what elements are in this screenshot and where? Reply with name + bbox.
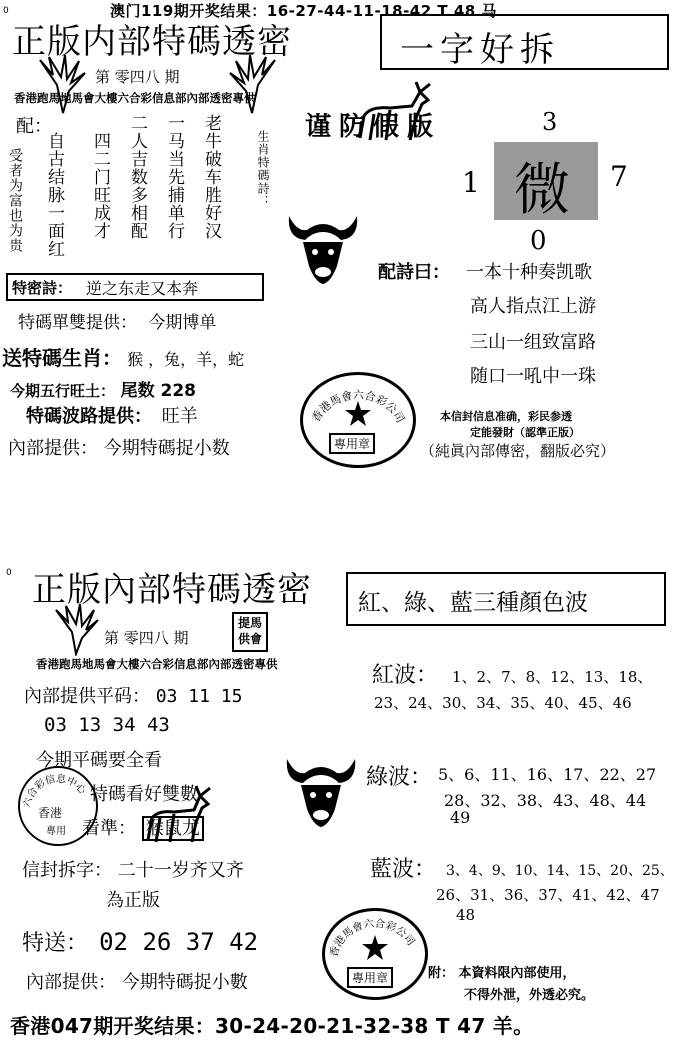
poem-line-3: 三山一组致富路 xyxy=(470,332,596,353)
star-icon xyxy=(345,401,371,427)
top-org-line: 香港跑馬地馬會大樓六合彩信息部內部透密專供 xyxy=(14,91,256,105)
five-elements-value: 尾数 228 xyxy=(120,381,196,401)
pingma-row xyxy=(24,682,242,708)
bottom-note-row xyxy=(428,962,576,981)
pingma-line1: 03 11 15 xyxy=(155,686,243,707)
poem-col-4: 四二门旺成才 xyxy=(90,132,110,240)
top-note-1: 本信封信息准确，彩民参透 xyxy=(440,410,572,423)
poem-line-4: 随口一吼中一珠 xyxy=(470,366,596,387)
num-left: 1 xyxy=(462,166,480,199)
green-wave-line-3: 49 xyxy=(450,808,471,827)
bottom-internal-label: 內部提供： xyxy=(26,972,116,993)
stamp-arc-text: 香港馬會六合彩公司 xyxy=(309,388,408,426)
zodiac-value: 猴 ，兔，羊，蛇 xyxy=(127,350,245,369)
bottom-badge-text: 提馬供會 xyxy=(237,616,262,646)
pei-label: 配： xyxy=(16,116,52,137)
look-3-value: 猴鼠龙 xyxy=(142,816,204,841)
top-issue: 第 零四八 期 xyxy=(95,68,180,86)
top-internal-row xyxy=(8,434,230,460)
wave-label: 特碼波路提供： xyxy=(26,406,152,427)
five-elements-label: 今期五行旺土： xyxy=(10,382,116,400)
zodiac-row xyxy=(2,342,244,371)
wave-row xyxy=(26,402,198,428)
pingma-line2: 03 13 34 43 xyxy=(44,714,170,736)
single-double-value: 今期博单 xyxy=(148,313,217,333)
bottom-internal-value: 今期特碼捉小數 xyxy=(121,972,248,993)
green-wave-line-2: 28、32、38、43、48、44 xyxy=(444,791,647,810)
anti-fake: 谨防假版 xyxy=(305,112,442,142)
red-wave-line-1: 1、2、7、8、12、13、18、 xyxy=(452,668,653,686)
big-char: 微 xyxy=(514,158,570,223)
five-elements-row xyxy=(10,376,196,401)
poem-col-1: 老牛破车胜好汉 xyxy=(201,114,221,240)
bottom-note-2: 不得外泄，外透必究。 xyxy=(464,988,595,1003)
bottom-star-icon xyxy=(362,935,388,961)
top-internal-value: 今期特碼捉小数 xyxy=(103,438,230,459)
bottom-note-label: 附： xyxy=(428,966,455,981)
stamp2-arc-text: 六合彩信息中心 xyxy=(21,773,88,809)
top-corner-mark: 0 xyxy=(3,6,9,16)
top-note-3: （純眞內部傳密，翻版必究） xyxy=(420,442,616,460)
bottom-issue: 第 零四八 期 xyxy=(104,629,189,647)
big-char-box xyxy=(494,142,598,223)
red-wave-line-2: 23、24、30、34、35、40、45、46 xyxy=(374,694,632,712)
stamp-label: 專用章 xyxy=(329,433,375,454)
blue-wave-line-1: 3、4、9、10、14、15、20、25、 xyxy=(446,863,674,879)
bottom-internal-row xyxy=(26,968,248,994)
special-value: 02 26 37 42 xyxy=(99,928,259,956)
envelope-label: 信封拆字： xyxy=(22,860,112,881)
waves-title: 紅、綠、藍三種顏色波 xyxy=(358,590,588,616)
deer-icon-bottom xyxy=(140,780,220,850)
macau-result-banner: 澳门119期开奖结果：16-27-44-11-18-42 T 48 马 xyxy=(110,2,497,20)
bottom-corner-mark: 0 xyxy=(6,568,12,578)
green-wave-label: 綠波： xyxy=(366,765,433,790)
look-1: 今期平碼要全看 xyxy=(36,750,162,771)
bottom-wing-logo-icon xyxy=(52,604,102,656)
right-title: 一字好拆 xyxy=(400,30,560,70)
bottom-badge xyxy=(232,612,268,652)
blue-wave-label: 藍波： xyxy=(370,857,437,882)
ox-head-icon xyxy=(283,212,363,290)
envelope-value: 二十一岁齐又齐 xyxy=(117,860,244,881)
footer-result: 香港047期开奖结果：30-24-20-21-32-38 T 47 羊。 xyxy=(10,1014,534,1038)
bottom-stamp xyxy=(322,908,428,1000)
bottom-org-line: 香港跑馬地馬會大樓六合彩信息部內部透密專供 xyxy=(36,657,278,671)
bottom-left-stamp xyxy=(18,766,98,846)
red-wave-label: 紅波： xyxy=(372,663,439,688)
pingma-label: 內部提供平码： xyxy=(24,686,150,707)
waves-title-box xyxy=(346,572,666,626)
bottom-title: 正版內部特碼透密 xyxy=(32,570,312,610)
stamp2-label: 香港 xyxy=(38,806,63,820)
poem-line-1: 一本十种奏凯歌 xyxy=(466,262,592,283)
bottom-note-1: 本資料限內部使用， xyxy=(458,966,576,981)
side-label: 生肖特碼詩： xyxy=(256,130,270,208)
green-wave-line-1: 5、6、11、16、17、22、27 xyxy=(438,765,657,784)
look-3-label: 看準： xyxy=(82,818,136,839)
bottom-stamp-arc-text: 香港馬會六合彩公司 xyxy=(328,917,417,959)
right-title-box xyxy=(380,14,669,70)
envelope-value-2: 為正版 xyxy=(106,890,160,911)
special-row xyxy=(22,926,258,957)
secret-poem-text: 逆之东走又本奔 xyxy=(86,279,199,298)
single-double-row xyxy=(18,308,216,333)
ox-head-icon-bottom xyxy=(280,755,362,833)
blue-wave-line-3: 48 xyxy=(456,906,476,924)
poem-line-2: 高人指点江上游 xyxy=(470,296,596,317)
top-stamp xyxy=(300,372,416,468)
poem-label: 配詩曰： xyxy=(378,262,450,283)
secret-poem-label: 特密詩： xyxy=(12,279,73,297)
look-2: 特碼看好雙數 xyxy=(90,784,198,805)
single-double-label: 特碼單雙提供： xyxy=(18,313,137,333)
stamp2-sub: 專用 xyxy=(46,826,66,837)
wave-value: 旺羊 xyxy=(161,406,198,427)
blue-wave-line-2: 26、31、36、37、41、42、47 xyxy=(436,886,660,904)
secret-poem-box xyxy=(6,273,264,301)
num-below: 0 xyxy=(530,226,547,256)
anti-fake-num: 3 xyxy=(542,108,558,136)
poem-col-2: 一马当先捕单行 xyxy=(164,114,184,240)
top-note-2: 定能發財（認準正版） xyxy=(470,426,580,439)
wing-logo-right-icon xyxy=(225,55,280,115)
poem-col-5: 自古结脉一面红 xyxy=(44,132,64,258)
poem-col-3: 二人吉数多相配 xyxy=(127,114,147,240)
bottom-stamp-label: 專用章 xyxy=(347,967,393,988)
special-label: 特送： xyxy=(22,931,89,956)
top-internal-label: 內部提供： xyxy=(8,438,98,459)
envelope-row xyxy=(22,856,244,882)
wing-logo-left-icon xyxy=(35,55,90,115)
poem-col-left: 受者为富也为贵 xyxy=(7,148,23,253)
zodiac-label: 送特碼生肖： xyxy=(2,346,122,370)
top-title: 正版内部特碼透密 xyxy=(12,22,292,62)
num-right: 7 xyxy=(610,160,628,193)
